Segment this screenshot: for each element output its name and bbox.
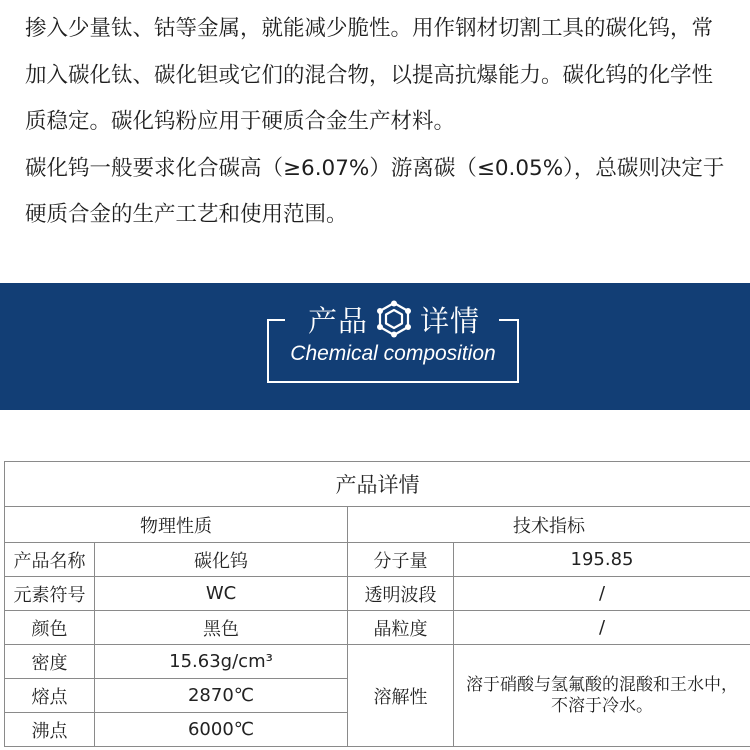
property-label: 沸点: [5, 713, 95, 747]
table-row: [5, 577, 750, 611]
molecule-icon: [374, 300, 414, 338]
banner-frame-top-left: [267, 319, 285, 321]
banner-title-left: 产品: [307, 303, 368, 338]
spec-value: 溶于硝酸与氢氟酸的混酸和王水中，不溶于冷水。: [454, 645, 750, 747]
spec-label: 溶解性: [348, 645, 454, 747]
table-row: [5, 543, 750, 577]
spec-label: 透明波段: [348, 577, 454, 611]
property-value: 15.63g/cm³: [95, 645, 348, 679]
property-label: 产品名称: [5, 543, 95, 577]
table-title: 产品详情: [5, 462, 750, 507]
spec-label: 分子量: [348, 543, 454, 577]
spec-label: 晶粒度: [348, 611, 454, 645]
banner-title: [292, 297, 496, 341]
property-label: 密度: [5, 645, 95, 679]
spec-value: 195.85: [454, 543, 750, 577]
property-label: 元素符号: [5, 577, 95, 611]
banner-frame-top-right: [499, 319, 519, 321]
spec-value: /: [454, 577, 750, 611]
property-label: 颜色: [5, 611, 95, 645]
section-header-specs: 技术指标: [348, 507, 750, 543]
property-value: 2870℃: [95, 679, 348, 713]
property-value: 碳化钨: [95, 543, 348, 577]
intro-text: [25, 6, 730, 239]
property-label: 熔点: [5, 679, 95, 713]
banner-title-right: 详情: [420, 303, 481, 338]
intro-paragraph: 碳化钨一般要求化合碳高（≥6.07%）游离碳（≤0.05%），总碳则决定于硬质合金的生产工艺和使用范围。: [25, 155, 725, 227]
table-row: [5, 645, 750, 679]
property-value: WC: [95, 577, 348, 611]
intro-paragraph: 掺入少量钛、钴等金属，就能减少脆性。用作钢材切割工具的碳化钨，常加入碳化钛、碳化钽或它们的混合物，以提高抗爆能力。碳化钨的化学性质稳定。碳化钨粉应用于硬质合金生产材料。: [25, 16, 714, 134]
spec-value: /: [454, 611, 750, 645]
table-row: [5, 611, 750, 645]
section-banner: [0, 283, 750, 410]
section-header-physical: 物理性质: [5, 507, 348, 543]
property-value: 6000℃: [95, 713, 348, 747]
banner-subtitle: Chemical composition: [290, 342, 496, 365]
property-value: 黑色: [95, 611, 348, 645]
product-detail-table: [4, 461, 750, 747]
